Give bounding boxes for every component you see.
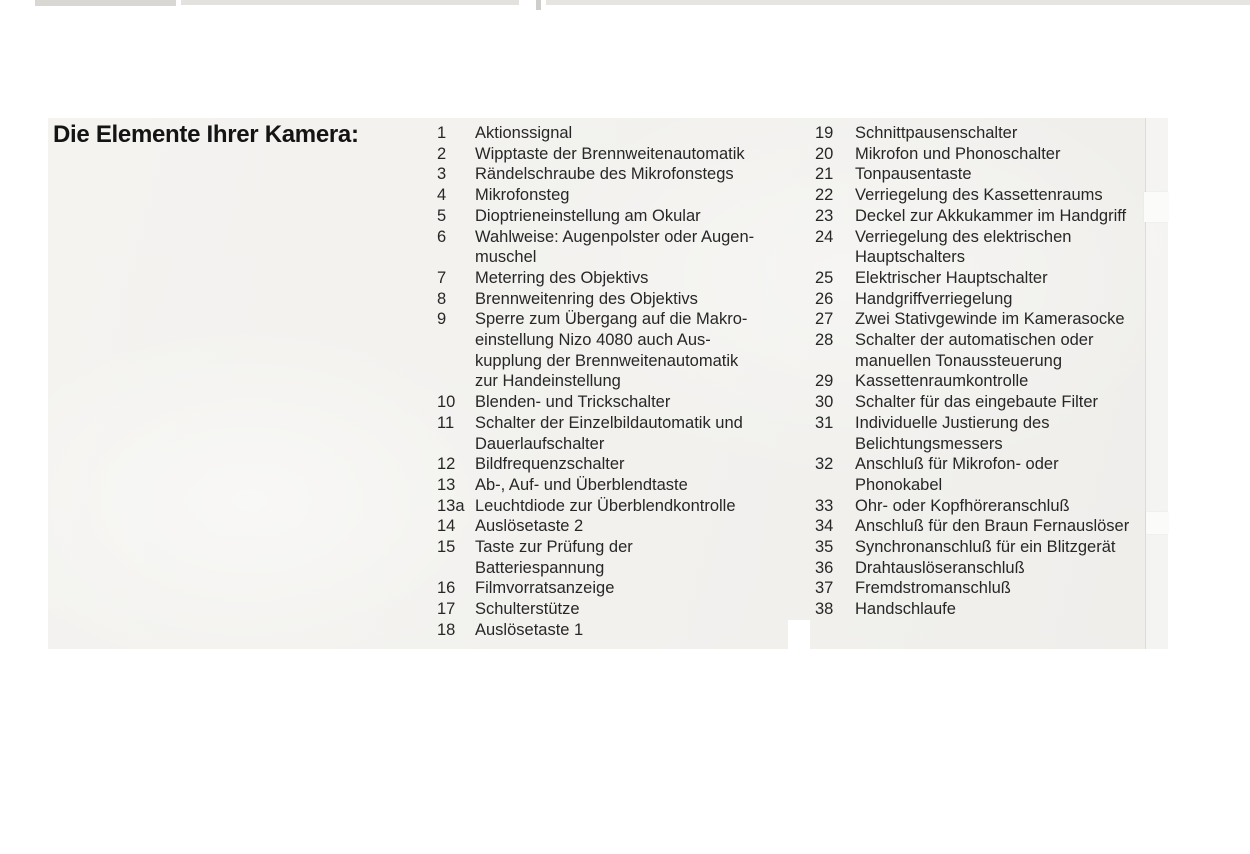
- list-item: [815, 206, 1129, 227]
- item-text: Bildfrequenzschalter: [475, 455, 625, 474]
- item-number: 6: [437, 227, 447, 246]
- list-item: [437, 268, 754, 289]
- item-text: Rändelschraube des Mikrofonstegs: [475, 165, 734, 184]
- list-item: [437, 537, 754, 578]
- item-text: Handgriffverriegelung: [855, 289, 1013, 308]
- item-text: Wahlweise: Augenpolster oder Augen- muschel: [475, 227, 755, 267]
- item-text: Schalter für das eingebaute Filter: [855, 393, 1099, 412]
- item-text: Zwei Stativgewinde im Kamerasocke: [855, 310, 1125, 329]
- item-number: 20: [815, 144, 834, 163]
- list-item: [815, 309, 1129, 330]
- item-number: 29: [815, 372, 834, 391]
- list-item: [437, 309, 754, 392]
- item-text: Deckel zur Akkukammer im Handgriff: [855, 206, 1127, 225]
- list-item: [437, 475, 754, 496]
- list-item: [815, 185, 1129, 206]
- item-text: Auslösetaste 1: [475, 620, 584, 639]
- item-text: Filmvorratsanzeige: [475, 579, 615, 598]
- item-text: Ab-, Auf- und Überblendtaste: [475, 475, 688, 494]
- scan-artifact-top-strip: [181, 0, 519, 5]
- item-number: 33: [815, 496, 834, 515]
- item-number: 10: [437, 393, 456, 412]
- item-text: Kassettenraumkontrolle: [855, 372, 1029, 391]
- list-item: [437, 144, 754, 165]
- list-item: [815, 289, 1129, 310]
- scan-artifact-edge-patch: [1146, 512, 1168, 534]
- list-item: [815, 558, 1129, 579]
- item-text: Blenden- und Trickschalter: [475, 393, 671, 412]
- item-text: Verriegelung des elektrischen Hauptschalters: [855, 227, 1072, 267]
- item-text: Verriegelung des Kassettenraums: [855, 186, 1103, 205]
- list-item: [437, 578, 754, 599]
- scan-artifact-bottom-notch: [788, 620, 810, 649]
- item-text: Dioptrieneinstellung am Okular: [475, 206, 701, 225]
- list-item: [815, 371, 1129, 392]
- item-text: Fremdstromanschluß: [855, 579, 1011, 598]
- scan-artifact-top-strip: [35, 0, 176, 6]
- item-number: 9: [437, 310, 447, 329]
- list-item: [437, 413, 754, 454]
- item-number: 2: [437, 144, 447, 163]
- item-number: 28: [815, 331, 834, 350]
- item-text: Auslösetaste 2: [475, 517, 584, 536]
- item-number: 19: [815, 124, 834, 142]
- item-text: Ohr- oder Kopfhöreranschluß: [855, 496, 1070, 515]
- item-number: 35: [815, 538, 834, 557]
- item-number: 14: [437, 517, 456, 536]
- item-number: 13: [437, 475, 456, 494]
- parts-list-column-1: [437, 123, 754, 641]
- item-number: 13a: [437, 496, 465, 515]
- item-number: 25: [815, 268, 834, 287]
- item-text: Mikrofon und Phonoschalter: [855, 144, 1061, 163]
- item-number: 32: [815, 455, 834, 474]
- list-item: [437, 123, 754, 144]
- item-number: 7: [437, 268, 447, 287]
- item-number: 23: [815, 206, 834, 225]
- item-number: 37: [815, 579, 834, 598]
- item-text: Anschluß für den Braun Fernauslöser: [855, 517, 1130, 536]
- item-text: Aktionssignal: [475, 124, 573, 142]
- item-number: 3: [437, 165, 447, 184]
- item-text: Handschlaufe: [855, 600, 956, 619]
- item-text: Taste zur Prüfung der Batteriespannung: [475, 538, 633, 577]
- item-number: 34: [815, 517, 834, 536]
- item-text: Sperre zum Übergang auf die Makro- einstellung Nizo 4080 auch Aus- kupplung der Brennweitenautomatik zur Handeinstellung: [475, 310, 748, 391]
- item-number: 18: [437, 620, 456, 639]
- item-text: Leuchtdiode zur Überblendkontrolle: [475, 496, 736, 515]
- scan-artifact-edge-patch: [1144, 192, 1168, 222]
- item-text: Synchronanschluß für ein Blitzgerät: [855, 538, 1116, 557]
- item-number: 12: [437, 455, 456, 474]
- item-number: 15: [437, 538, 456, 557]
- list-item: [815, 392, 1129, 413]
- scan-artifact-top-strip: [546, 0, 1250, 5]
- item-text: Schnittpausenschalter: [855, 124, 1018, 142]
- list-item: [815, 454, 1129, 495]
- list-item: [437, 454, 754, 475]
- list-item: [815, 599, 1129, 620]
- item-text: Elektrischer Hauptschalter: [855, 268, 1048, 287]
- item-text: Drahtauslöseranschluß: [855, 558, 1025, 577]
- item-text: Schalter der Einzelbildautomatik und Dauerlaufschalter: [475, 413, 743, 453]
- item-number: 36: [815, 558, 834, 577]
- item-number: 31: [815, 413, 834, 432]
- page-title: Die Elemente Ihrer Kamera:: [53, 121, 359, 148]
- list-item: [437, 599, 754, 620]
- list-item: [437, 227, 754, 268]
- list-item: [437, 289, 754, 310]
- list-item: [815, 144, 1129, 165]
- list-item: [437, 620, 754, 641]
- item-number: 30: [815, 393, 834, 412]
- item-number: 22: [815, 186, 834, 205]
- item-text: Individuelle Justierung des Belichtungsmessers: [855, 413, 1050, 453]
- list-item: [437, 392, 754, 413]
- list-item: [815, 578, 1129, 599]
- item-text: Wipptaste der Brennweitenautomatik: [475, 144, 745, 163]
- item-text: Schulterstütze: [475, 600, 580, 619]
- list-item: [815, 123, 1129, 144]
- item-number: 5: [437, 206, 447, 225]
- item-number: 11: [437, 413, 455, 432]
- list-item: [815, 537, 1129, 558]
- list-item: [815, 164, 1129, 185]
- item-number: 8: [437, 289, 447, 308]
- item-number: 4: [437, 186, 447, 205]
- item-number: 38: [815, 600, 834, 619]
- item-text: Schalter der automatischen oder manuellen Tonaussteuerung: [855, 331, 1094, 370]
- list-item: [437, 185, 754, 206]
- list-item: [815, 330, 1129, 371]
- scan-artifact-tick: [536, 0, 541, 10]
- list-item: [437, 496, 754, 517]
- item-number: 16: [437, 579, 456, 598]
- item-text: Tonpausentaste: [855, 165, 972, 184]
- item-number: 1: [437, 124, 447, 142]
- parts-list-column-2: [815, 123, 1129, 620]
- list-item: [815, 496, 1129, 517]
- list-item: [437, 516, 754, 537]
- scanned-page: [48, 118, 1168, 649]
- list-item: [815, 413, 1129, 454]
- item-number: 26: [815, 289, 834, 308]
- list-item: [437, 206, 754, 227]
- item-number: 17: [437, 600, 456, 619]
- list-item: [437, 164, 754, 185]
- list-item: [815, 516, 1129, 537]
- item-number: 21: [815, 165, 834, 184]
- item-number: 27: [815, 310, 834, 329]
- item-text: Brennweitenring des Objektivs: [475, 289, 698, 308]
- list-item: [815, 227, 1129, 268]
- item-text: Anschluß für Mikrofon- oder Phonokabel: [855, 455, 1059, 494]
- item-number: 24: [815, 227, 834, 246]
- list-item: [815, 268, 1129, 289]
- item-text: Mikrofonsteg: [475, 186, 570, 205]
- item-text: Meterring des Objektivs: [475, 268, 649, 287]
